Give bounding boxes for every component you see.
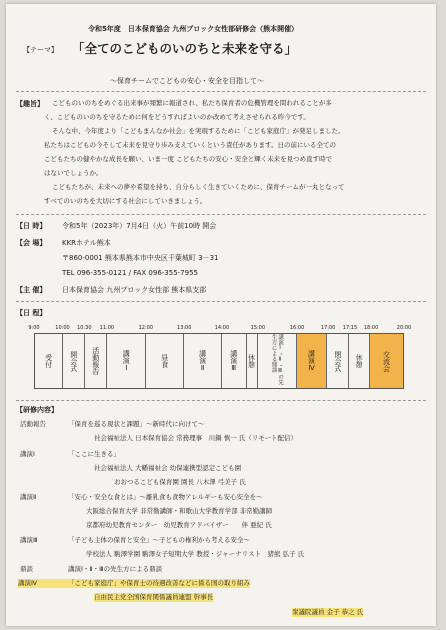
schedule-segment: 昼食 xyxy=(146,334,184,388)
host-value: 日本保育協会 九州ブロック女性部 熊本県支部 xyxy=(62,286,207,294)
program-text-highlight: 自由民主党全国保育関係議員連盟 幹事長 xyxy=(94,593,214,601)
schedule-segment: 休憩 xyxy=(247,334,258,388)
theme-title: 「全てのこどものいのちと未来を守る」 xyxy=(72,41,298,56)
divider xyxy=(16,400,426,401)
program-text: 京都府幼児教育センター 幼児教育アドバイザー 伴 亜紀 氏 xyxy=(86,521,272,529)
program-kind: 講演Ⅲ xyxy=(20,536,38,544)
program-text: 「安心・安全な食とは」～離乳食も食物アレルギーも安心安全を～ xyxy=(68,493,263,501)
schedule-time: 20:00 xyxy=(396,325,412,331)
venue-phone: TEL 096-355-0121 / FAX 096-355-7955 xyxy=(62,269,199,277)
schedule-segment: 開会式 xyxy=(63,334,85,388)
schedule-segment: 講演Ⅰ・Ⅱ・Ⅲの先生方による鼎談 xyxy=(258,334,297,388)
schedule-time: 10:00 xyxy=(55,325,70,331)
program-kind: 講演Ⅰ xyxy=(20,450,35,458)
program-text: おおつるこども保育園 園長 八木澤 弓美子 氏 xyxy=(114,478,246,486)
schedule-time: 14:00 xyxy=(214,325,230,331)
venue-value: KKRホテル熊本 xyxy=(62,239,111,247)
purpose-line: はないでしょうか。 xyxy=(44,169,103,177)
program-kind: 講演Ⅱ xyxy=(20,493,37,501)
program-text: 大阪総合保育大学 非常勤講師・和歌山大学教育学部 非常勤講師 xyxy=(86,507,273,515)
purpose-line: こどもたちの健やかな成長を願い、いま一度 こどもたちの安心・安全と輝く未来を見つめ直す時で xyxy=(44,155,333,163)
venue-address: 〒860-0001 熊本県熊本市中央区千葉城町 3－31 xyxy=(62,254,219,262)
flyer-page xyxy=(6,4,436,626)
theme-label: 【テーマ】 xyxy=(23,46,58,54)
program-kind-highlight: 講演Ⅳ xyxy=(18,579,68,588)
schedule-time: 17:15 xyxy=(342,325,358,331)
schedule-segment: 受付 xyxy=(35,334,63,388)
schedule-time: 10:30 xyxy=(77,325,92,331)
schedule-segment: 休憩 xyxy=(349,334,370,388)
program-text: 講演Ⅰ・Ⅱ・Ⅲの先生方による鼎談 xyxy=(68,565,163,573)
schedule-time: 15:00 xyxy=(250,325,266,331)
program-text: 社会福祉法人 日本保育協会 常務理事 川鍋 慎一 氏（リモート配信） xyxy=(94,434,298,442)
host-label: 【主 催】 xyxy=(16,286,47,294)
schedule-segment: 講演Ⅱ xyxy=(184,334,222,388)
divider xyxy=(16,91,426,92)
schedule-segment: 活動報告 xyxy=(85,334,107,388)
purpose-line: そんな中、今年度より「こどもまんなか社会」を実現するために「こども家庭庁」が発足しました。 xyxy=(52,127,345,135)
program-text: 学校法人 駒澤学園 駒澤女子短期大学 教授・ジャーナリスト 猪熊 弘子 氏 xyxy=(86,550,305,558)
purpose-line: こどもたちが、未来への夢や希望を持ち、自分らしく生きていくために、保育チームが一丸となって xyxy=(52,183,345,191)
schedule-segment-highlight: 交流会 xyxy=(370,334,403,388)
schedule-time: 17:00 xyxy=(320,325,336,331)
schedule-time: 11:00 xyxy=(99,325,115,331)
theme-subtitle: ～保育チームでこどもの安心・安全を目指して～ xyxy=(110,77,264,85)
program-text-highlight: 「こども家庭庁」や保育士の待遇改善などに係る国の取り組み xyxy=(68,579,250,587)
event-title: 令和5年度 日本保育協会 九州ブロック女性部研修会（熊本開催） xyxy=(88,25,299,33)
schedule-segment: 閉会式 xyxy=(327,334,349,388)
purpose-line: こどものいのちをめぐる出来事が頻繁に報道され、私たち保育者の危機管理を問われることが多 xyxy=(52,99,332,107)
schedule-segment-highlight: 講演Ⅳ xyxy=(297,334,328,388)
program-kind: 活動報告 xyxy=(20,420,46,428)
date-label: 【日 時】 xyxy=(16,222,47,230)
program-text: 「ここに生きる」 xyxy=(68,450,120,458)
date-value: 令和5年（2023年）7月4日（火）午前10時 開会 xyxy=(62,222,217,230)
schedule-time: 12:00 xyxy=(138,325,153,331)
program-text: 社会福祉法人 大幡福祉会 幼保連携型認定こども園 xyxy=(94,464,242,472)
schedule-time: 16:00 xyxy=(289,325,305,331)
schedule-times xyxy=(28,324,412,332)
venue-label: 【会 場】 xyxy=(16,239,47,247)
program-speaker-highlight: 衆議院議員 金子 恭之 氏 xyxy=(292,608,364,616)
schedule-segment: 講演Ⅲ xyxy=(222,334,247,388)
divider xyxy=(16,301,426,302)
schedule-label: 【日 程】 xyxy=(16,309,47,317)
schedule-time: 13:00 xyxy=(177,325,192,331)
program-text: 「保育を巡る現状と課題」～新時代に向けて～ xyxy=(68,420,205,428)
schedule-time: 9:00 xyxy=(28,325,40,331)
purpose-line: く、こどものいのちを守るために何をどうすればよいのか改めて考えさせられる昨今です。 xyxy=(44,113,310,121)
program-kind: 鼎談 xyxy=(20,565,33,573)
schedule-segment: 講演Ⅰ xyxy=(107,334,146,388)
purpose-line: 私たちはこどもの今そして未来を見守り歩み支えていくという責任があります。日の前にいる全ての xyxy=(44,141,336,149)
purpose-line: すべてのいのちを大切にする社会にしていきましょう。 xyxy=(44,197,207,205)
schedule-timeline xyxy=(34,333,404,389)
schedule-time: 18:00 xyxy=(363,325,379,331)
divider xyxy=(16,214,426,215)
purpose-label: 【趣旨】 xyxy=(16,100,44,108)
program-label: 【研修内容】 xyxy=(16,406,58,414)
program-text: 「子ども主体の保育と安全」～子どもの権利から考える安全～ xyxy=(68,536,250,544)
